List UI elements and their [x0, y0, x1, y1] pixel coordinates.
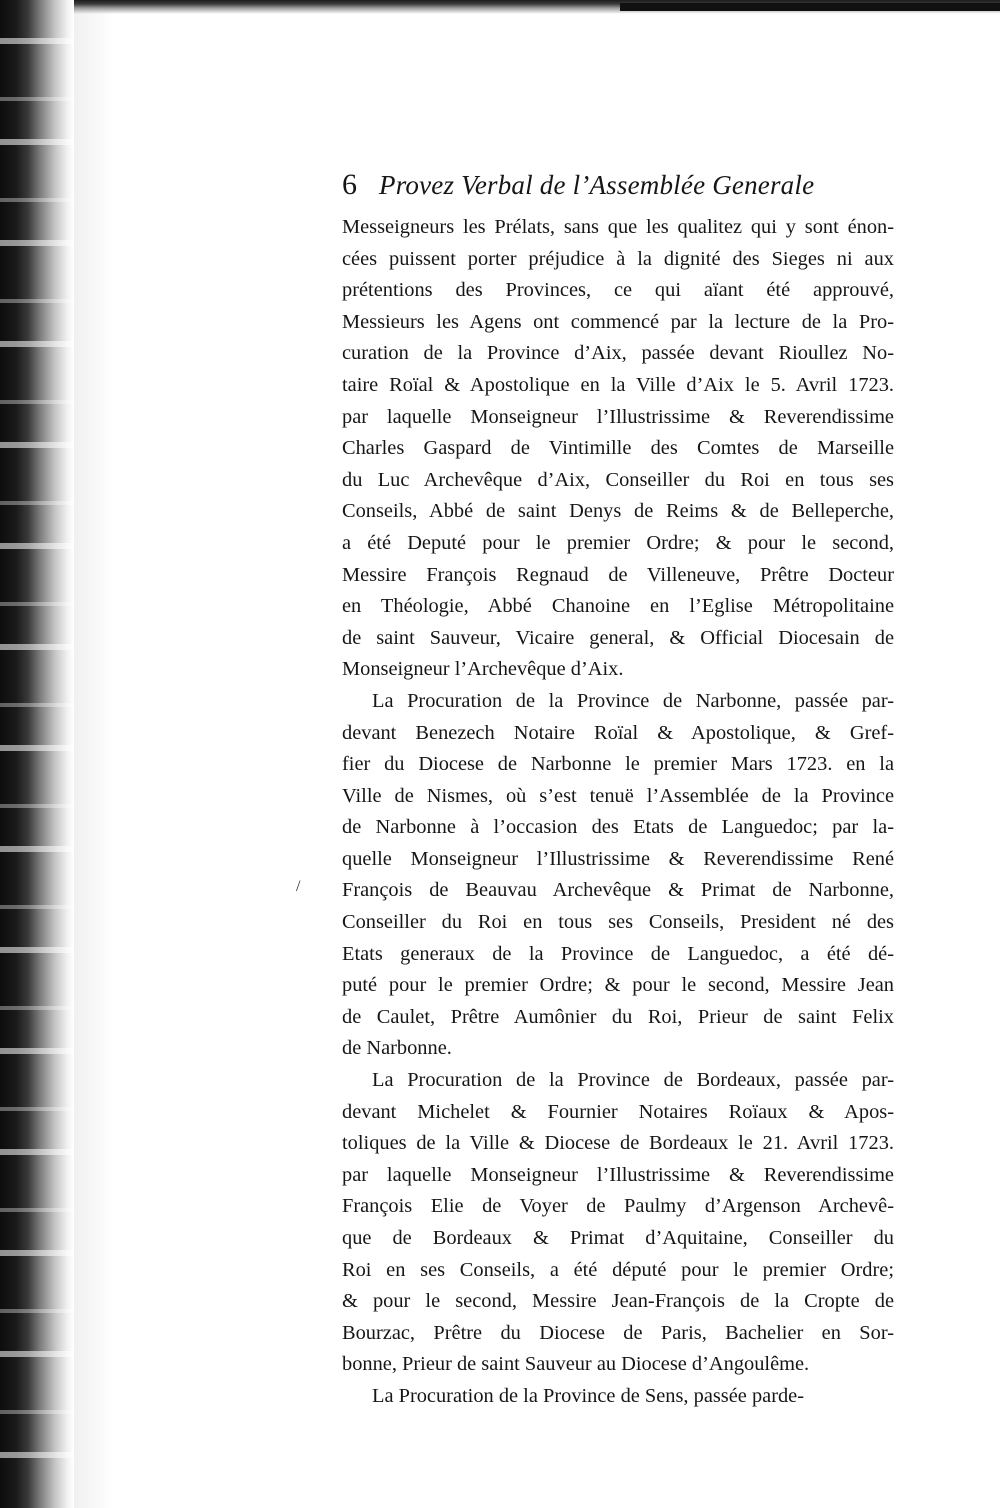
- text-line: Bourzac, Prêtre du Diocese de Paris, Bachelier en Sor-: [342, 1321, 894, 1344]
- text-line: fier du Diocese de Narbonne le premier Mars 1723. en la: [342, 753, 894, 776]
- text-line: de Narbonne à l’occasion des Etats de Languedoc; par la-: [342, 816, 894, 839]
- text-line: que de Bordeaux & Primat d’Aquitaine, Conseiller du: [342, 1227, 894, 1249]
- book-page: [342, 168, 894, 1413]
- text-line: Etats generaux de la Province de Languedoc, a été dé-: [342, 942, 894, 965]
- text-line: Messeigneurs les Prélats, sans que les qualitez qui y sont énon-: [342, 216, 894, 238]
- text-line: Conseiller du Roi en tous ses Conseils, President né des: [342, 911, 894, 934]
- text-line: puté pour le premier Ordre; & pour le second, Messire Jean: [342, 974, 894, 997]
- text-line: Messire François Regnaud de Villeneuve, Prêtre Docteur: [342, 563, 894, 586]
- text-line: devant Benezech Notaire Roïal & Apostolique, & Gref-: [342, 721, 894, 744]
- text-line: par laquelle Monseigneur l’Illustrissime & Reverendissime: [342, 1163, 894, 1186]
- text-line: prétentions des Provinces, ce qui aïant été approuvé,: [342, 279, 894, 302]
- text-line: a été Deputé pour le premier Ordre; & pour le second,: [342, 531, 894, 554]
- text-line: du Luc Archevêque d’Aix, Conseiller du Roi en tous ses: [342, 468, 894, 491]
- text-line: François Elie de Voyer de Paulmy d’Argenson Archevê-: [342, 1195, 894, 1218]
- margin-mark: /: [296, 878, 301, 895]
- paragraph: [342, 1065, 894, 1381]
- text-line: Conseils, Abbé de saint Denys de Reims & de Belleperche,: [342, 500, 894, 523]
- scanned-binding-edge: [0, 0, 74, 1508]
- text-line: cées puissent porter préjudice à la dignité des Sieges ni aux: [342, 247, 894, 270]
- paragraph: [342, 1381, 894, 1413]
- text-line: La Procuration de la Province de Bordeaux, passée par-: [372, 1069, 894, 1092]
- text-line: Roi en ses Conseils, a été député pour le premier Ordre;: [342, 1258, 894, 1281]
- text-line: bonne, Prieur de saint Sauveur au Diocese d’Angoulême.: [342, 1353, 810, 1376]
- text-line: de saint Sauveur, Vicaire general, & Official Diocesain de: [342, 626, 894, 649]
- text-line: Messieurs les Agens ont commencé par la lecture de la Pro-: [342, 310, 894, 333]
- text-line: & pour le second, Messire Jean-François de la Cropte de: [342, 1290, 894, 1313]
- text-line: Charles Gaspard de Vintimille des Comtes de Marseille: [342, 437, 894, 460]
- paragraph: [342, 212, 894, 686]
- text-line: François de Beauvau Archevêque & Primat de Narbonne,: [342, 879, 894, 902]
- binding-shadow: [74, 0, 114, 1508]
- text-line: taire Roïal & Apostolique en la Ville d’Aix le 5. Avril 1723.: [342, 373, 894, 396]
- text-line: Ville de Nismes, où s’est tenuë l’Assemblée de la Province: [342, 784, 894, 807]
- text-line: par laquelle Monseigneur l’Illustrissime & Reverendissime: [342, 405, 894, 428]
- text-line: devant Michelet & Fournier Notaires Roïaux & Apos-: [342, 1100, 894, 1123]
- running-head: [342, 168, 894, 212]
- page-number: 6: [342, 168, 357, 201]
- text-line: La Procuration de la Province de Narbonne, passée par-: [372, 689, 894, 712]
- text-line: de Narbonne.: [342, 1037, 452, 1060]
- text-line: toliques de la Ville & Diocese de Bordeaux le 21. Avril 1723.: [342, 1132, 894, 1155]
- text-line: La Procuration de la Province de Sens, passée parde-: [372, 1384, 805, 1407]
- text-line: de Caulet, Prêtre Aumônier du Roi, Prieur de saint Felix: [342, 1005, 894, 1028]
- text-line: quelle Monseigneur l’Illustrissime & Reverendissime René: [342, 847, 894, 870]
- top-edge-rule: [620, 3, 1000, 11]
- paragraph: [342, 686, 894, 1065]
- text-line: en Théologie, Abbé Chanoine en l’Eglise Métropolitaine: [342, 595, 894, 618]
- body-text: [342, 212, 894, 1413]
- running-head-title: Provez Verbal de l’Assemblée Generale: [379, 170, 815, 200]
- text-line: Monseigneur l’Archevêque d’Aix.: [342, 658, 624, 681]
- text-line: curation de la Province d’Aix, passée devant Rioullez No-: [342, 342, 894, 365]
